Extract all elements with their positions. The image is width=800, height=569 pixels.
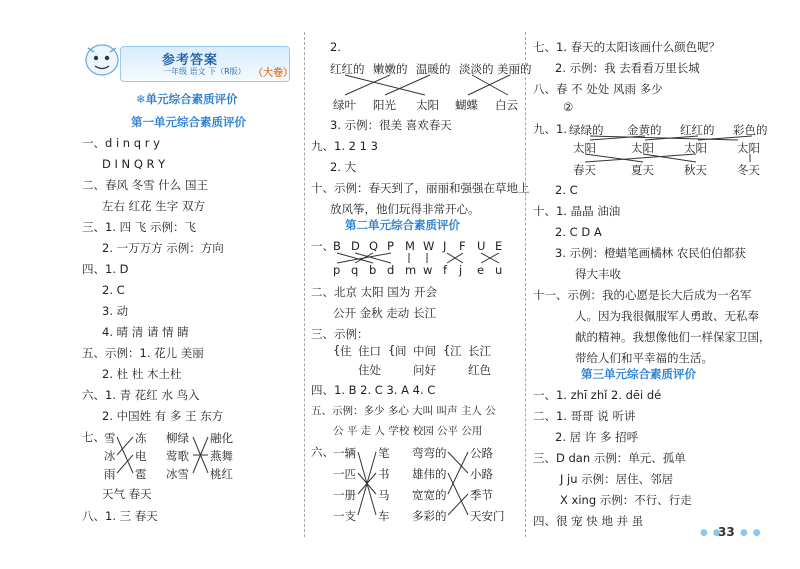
answer-line: 八、1. 三 春天 bbox=[82, 509, 158, 523]
match-word: 白云 bbox=[495, 98, 518, 112]
answer-line: 2. C bbox=[102, 283, 125, 297]
answer-line: 五、示例：1. 花儿 美丽 bbox=[82, 346, 204, 360]
match-letter: J bbox=[443, 239, 447, 253]
match-word: 温暖的 bbox=[416, 62, 451, 76]
match-letter: D bbox=[351, 239, 360, 253]
match-word: 阳光 bbox=[373, 98, 396, 112]
decorative-dots: ● ● bbox=[740, 528, 762, 538]
answer-line: 一、1. zhī zhǐ 2. dēi dé bbox=[533, 388, 662, 402]
match-letter: w bbox=[423, 263, 433, 277]
match-word: 淡淡的 bbox=[459, 62, 494, 76]
unit3-title: 第三单元综合素质评价 bbox=[581, 367, 696, 381]
grade-subtitle: 一年级 语文 下（R版） bbox=[163, 67, 246, 76]
answer-line: 3. 示例：橙蜡笔画橘林 农民伯伯都获 bbox=[555, 246, 746, 260]
answer-line: 二、1. 哥哥 说 听讲 bbox=[533, 409, 636, 423]
match-word: 嫩嫩的 bbox=[373, 62, 408, 76]
question-label: 七、 bbox=[82, 430, 105, 444]
answer-line: 二、北京 太阳 国为 开会 bbox=[311, 285, 437, 299]
match-word: 莺歌 bbox=[166, 449, 189, 463]
match-word: 红红的 bbox=[330, 62, 365, 76]
match-letter: Q bbox=[369, 239, 379, 253]
match-word: 蝴蝶 bbox=[455, 98, 478, 112]
answer-line: 十一、示例：我的心愿是长大后成为一名军 bbox=[533, 288, 752, 302]
decorative-dots: ● ● bbox=[700, 528, 722, 538]
unit1-title: 第一单元综合素质评价 bbox=[131, 115, 246, 129]
question-label: 六、 bbox=[311, 445, 334, 459]
match-letter: E bbox=[495, 239, 503, 253]
edition-tag: （大卷） bbox=[253, 68, 293, 79]
answer-line: X xing 示例：不行、行走 bbox=[560, 493, 692, 507]
match-word: 冰雪 bbox=[166, 467, 189, 481]
match-letter: m bbox=[405, 263, 417, 277]
answer-line: 六、1. 青 花红 水 鸟入 bbox=[82, 388, 200, 402]
match-letter: e bbox=[477, 263, 485, 277]
answer-line: 2. C D A bbox=[555, 225, 602, 239]
match-word: 雪 bbox=[104, 431, 116, 445]
answer-line: D I N Q R Y bbox=[102, 157, 166, 171]
match-letter: f bbox=[443, 263, 448, 277]
page-title: 参考答案 bbox=[162, 53, 219, 68]
answer-line: 三、示例： bbox=[311, 327, 369, 341]
match-letter: B bbox=[333, 239, 341, 253]
answer-line: 2. 大 bbox=[330, 160, 357, 174]
match-word: 电 bbox=[135, 449, 147, 463]
answer-line: 天气 春天 bbox=[102, 487, 152, 501]
answer-line: 公 平 走 人 学校 校园 公平 公用 bbox=[333, 425, 483, 437]
unit2-title: 第二单元综合素质评价 bbox=[345, 218, 460, 232]
circled-number: ② bbox=[563, 100, 574, 114]
match-letter: W bbox=[423, 239, 435, 253]
answer-line: 2. C bbox=[555, 183, 578, 197]
question-label: 2. bbox=[330, 40, 341, 54]
match-word: 燕舞 bbox=[210, 449, 233, 463]
answer-line: 2. 居 许 多 招呼 bbox=[555, 430, 639, 444]
answer-line: 左右 红花 生字 双方 bbox=[102, 199, 205, 213]
answer-line: 九、1. 2 1 3 bbox=[311, 139, 378, 153]
answer-line: 放风筝，他们玩得非常开心。 bbox=[330, 202, 480, 216]
match-word: 冻 bbox=[135, 431, 147, 445]
answer-line: 七、1. 春天的太阳该画什么颜色呢？ bbox=[533, 40, 721, 54]
match-letter: F bbox=[459, 239, 466, 253]
unit-block-title: ❄单元综合素质评价 bbox=[136, 92, 238, 106]
match-word: 美丽的 bbox=[497, 62, 532, 76]
answer-line: 公开 金秋 走动 长江 bbox=[333, 306, 436, 320]
match-letter: M bbox=[405, 239, 415, 253]
answer-line: 三、D dan 示例：单元、孤单 bbox=[533, 451, 686, 465]
match-word: 融化 bbox=[210, 431, 233, 445]
match-letter: j bbox=[459, 263, 463, 277]
answer-line: 八、春 不 处处 风雨 多少 bbox=[533, 82, 663, 96]
answer-line: 2. 中国姓 有 多 王 东方 bbox=[102, 409, 224, 423]
answer-line: 四、很 宠 快 地 并 虽 bbox=[533, 514, 644, 528]
page-number: 33 bbox=[718, 525, 735, 539]
match-letter: u bbox=[495, 263, 503, 277]
match-letter: U bbox=[477, 239, 486, 253]
match-word: 太阳 bbox=[416, 98, 439, 112]
answer-line: 4. 晴 清 请 情 睛 bbox=[102, 325, 189, 339]
question-label: 一、 bbox=[311, 239, 334, 253]
answer-line: 3. 动 bbox=[102, 304, 129, 318]
match-letter: d bbox=[387, 263, 395, 277]
match-letter: p bbox=[333, 263, 341, 277]
match-word: 绿叶 bbox=[333, 98, 356, 112]
answer-line: 四、1. B 2. C 3. A 4. C bbox=[311, 383, 436, 397]
answer-line: 2. 杜 杜 木土杜 bbox=[102, 367, 182, 381]
answer-line: 人。因为我很佩服军人勇敢、无私奉 bbox=[575, 309, 759, 323]
answer-line: 十、1. 晶晶 油油 bbox=[533, 204, 621, 218]
answer-page: 参考答案 一年级 语文 下（R版） （大卷） ❄单元综合素质评价 第一单元综合素质评价 一、d i n q r y D I N Q R Y 二、春风 冬雪 什么 国王 左右 红花 生字 双方 三、1. 四 飞 示例：飞 2. 一万万方 示例：方向 四、1. D 2. C 3. 动 4. 晴 清 请 情 睛 五、示例：1. 花儿 美丽 2. 杜 杜 木土杜 六、1. 青 花红 水 鸟入 2. 中国姓 有 多 王 东方 七、 雪 冰 雨 冻 电 雹 柳绿 莺歌 冰雪 融化 燕舞 桃红 天气 春天 八、1. 三 春天 2. 红红的 嫩嫩的 温暖的 淡淡的 美丽的 绿叶 阳光 太阳 蝴蝶 白云 3. 示例：很美 喜欢春天 九、1. 2 1 3 2. 大 十、示例：春天到了，丽丽和强强在草地上 放风筝，他们玩得非常开心。 第二单元综合素质评价 一、 B D Q P M W J F U E p q b d m w f j e u 二、北京 太阳 国为 开会 公开 金秋 走动 长江 三、示例： { 住 住口 住处 { 间 中间 问好 { 江 长江 红色 四、1. B 2. C 3. A 4. C 五、示例：多少 多心 大叫 叫声 主人 公 公 平 走 人 学校 校园 公平 公用 六、 一辆 一匹 一册 一支 笔 书 马 车 弯弯的 雄伟的 宽宽的 多彩的 公路 小路 季节 天安门 七、1. 春天的太阳该画什么颜色呢？ 2. 示例：我 去看看万里长城 八、春 不 处处 风雨 多少 ② 九、1. 绿绿的 金黄的 红红的 彩色的 太阳 太阳 太阳 太阳 春天 夏天 秋天 冬天 2. C 十、1. 晶晶 油油 2. C D A 3. 示例：橙蜡笔画橘林 农民伯伯都获 得大丰收 十一、示例：我的心愿是长大后成为一名军 人。因为我很佩服军人勇敢、无私奉 献的精神。我想像他们一样保家卫国， 带给人们和平幸福的生活。 第三单元综合素质评价 一、1. zhī zhǐ 2. dēi dé 二、1. 哥哥 说 听讲 2. 居 许 多 招呼 三、D dan 示例：单元、孤单 J ju 示例：居住、邻居 X xing 示例：不行、行走 四、很 宠 快 地 并 虽 ● ● 33 ● ● bbox=[0, 0, 800, 569]
snowflake-icon: ❄ bbox=[136, 92, 146, 106]
match-letter: b bbox=[369, 263, 377, 277]
answer-line: 得大丰收 bbox=[575, 267, 621, 281]
answer-line: 2. 一万万方 示例：方向 bbox=[102, 241, 224, 255]
answer-line: J ju 示例：居住、邻居 bbox=[560, 472, 674, 486]
answer-line: 二、春风 冬雪 什么 国王 bbox=[82, 178, 208, 192]
answer-line: 带给人们和平幸福的生活。 bbox=[575, 351, 713, 365]
match-letter: P bbox=[387, 239, 394, 253]
answer-line: 四、1. D bbox=[82, 262, 129, 276]
match-word: 雹 bbox=[135, 467, 147, 481]
answer-line: 十、示例：春天到了，丽丽和强强在草地上 bbox=[311, 181, 530, 195]
match-word: 雨 bbox=[104, 467, 116, 481]
match-word: 冰 bbox=[104, 449, 116, 463]
answer-line: 2. 示例：我 去看看万里长城 bbox=[555, 61, 700, 75]
question-label: 九、1. bbox=[533, 122, 567, 136]
answer-line: 一、d i n q r y bbox=[82, 136, 160, 150]
answer-line: 三、1. 四 飞 示例：飞 bbox=[82, 220, 196, 234]
answer-line: 五、示例：多少 多心 大叫 叫声 主人 公 bbox=[311, 405, 496, 417]
match-word: 柳绿 bbox=[166, 431, 189, 445]
match-letter: q bbox=[351, 263, 359, 277]
answer-line: 3. 示例：很美 喜欢春天 bbox=[330, 118, 452, 132]
match-word: 桃红 bbox=[210, 467, 233, 481]
answer-line: 献的精神。我想像他们一样保家卫国， bbox=[575, 330, 771, 344]
